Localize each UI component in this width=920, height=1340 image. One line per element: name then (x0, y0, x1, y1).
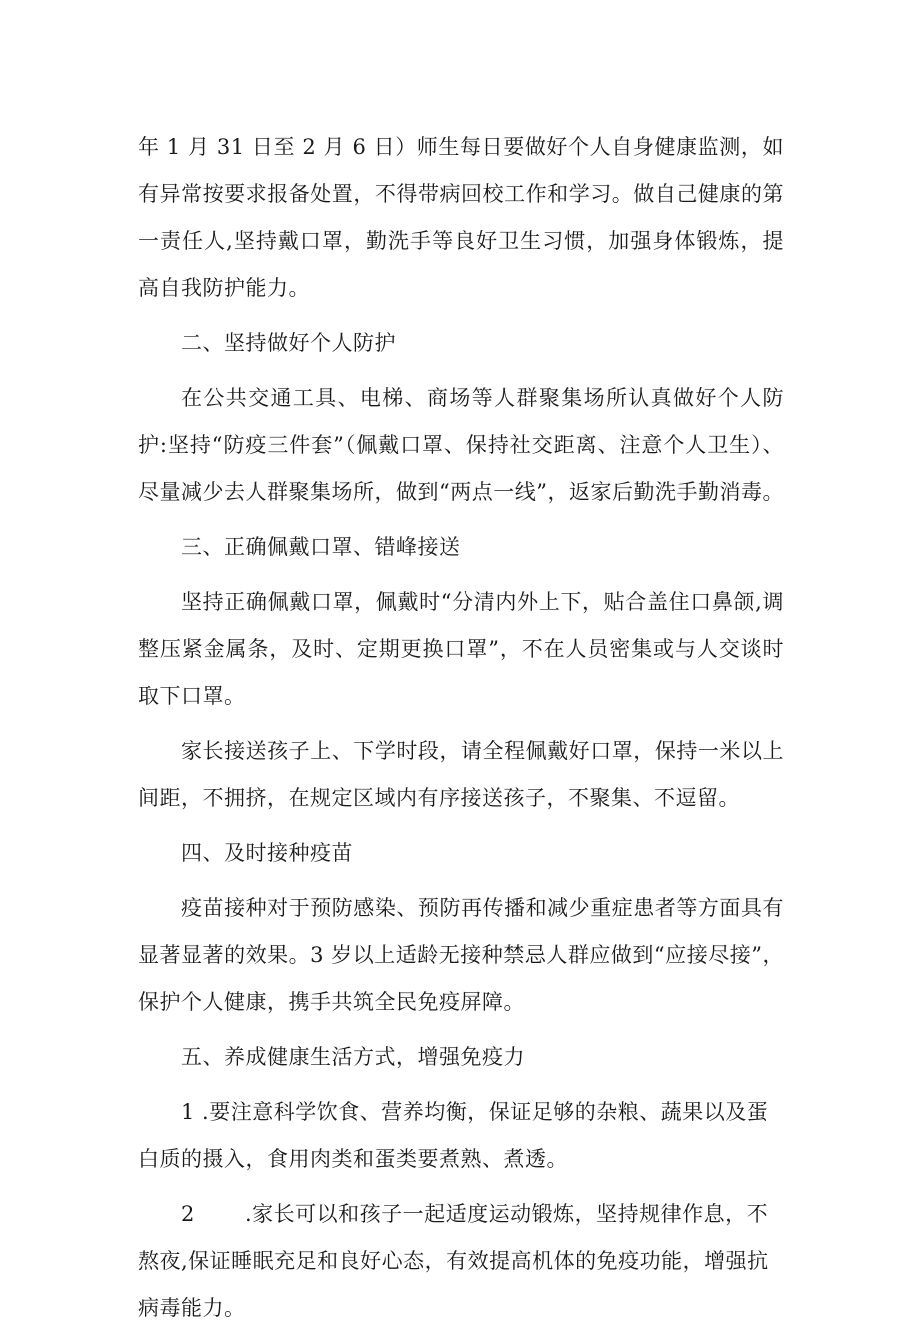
list-item-text: .家长可以和孩子一起适度运动锻炼，坚持规律作息，不熬夜,保证睡眠充足和良好心态，有效提高机体的免疫功能，增强抗病毒能力。 (138, 1202, 769, 1320)
document-page (138, 124, 784, 1340)
list-item-exercise (138, 1191, 784, 1332)
section-heading-personal-protection: 二、坚持做好个人防护 (181, 331, 396, 355)
section-heading-mask-wearing: 三、正确佩戴口罩、错峰接送 (181, 535, 461, 559)
list-item-text: .要注意科学饮食、营养均衡，保证足够的杂粮、蔬果以及蛋白质的摄入，食用肉类和蛋类要煮熟、煮透。 (138, 1100, 769, 1171)
section-heading-vaccination: 四、及时接种疫苗 (181, 841, 353, 865)
list-item-diet (138, 1089, 784, 1183)
list-number: 2 (181, 1202, 195, 1226)
paragraph-personal-protection: 在公共交通工具、电梯、商场等人群聚集场所认真做好个人防护:坚持“防疫三件套”（佩戴口罩、保持社交距离、注意个人卫生）、尽量减少去人群聚集场所，做到“两点一线”，返家后勤洗手勤消毒。 (138, 386, 784, 504)
list-number: 1 (181, 1100, 195, 1124)
paragraph-health-monitoring: 年 1 月 31 日至 2 月 6 日）师生每日要做好个人自身健康监测，如有异常按要求报备处置，不得带病回校工作和学习。做自己健康的第一责任人,坚持戴口罩，勤洗手等良好卫生习惯，加强身体锻炼，提高自我防护能力。 (138, 135, 784, 300)
paragraph-vaccination: 疫苗接种对于预防感染、预防再传播和减少重症患者等方面具有显著显著的效果。3 岁以上适龄无接种禁忌人群应做到“应接尽接”，保护个人健康，携手共筑全民免疫屏障。 (138, 896, 784, 1014)
paragraph-staggered-pickup: 家长接送孩子上、下学时段，请全程佩戴好口罩，保持一米以上间距，不拥挤，在规定区域内有序接送孩子，不聚集、不逗留。 (138, 739, 784, 810)
paragraph-mask-wearing: 坚持正确佩戴口罩，佩戴时“分清内外上下，贴合盖住口鼻颌,调整压紧金属条，及时、定期更换口罩”，不在人员密集或与人交谈时取下口罩。 (138, 590, 784, 708)
section-heading-healthy-lifestyle: 五、养成健康生活方式，增强免疫力 (181, 1045, 525, 1069)
